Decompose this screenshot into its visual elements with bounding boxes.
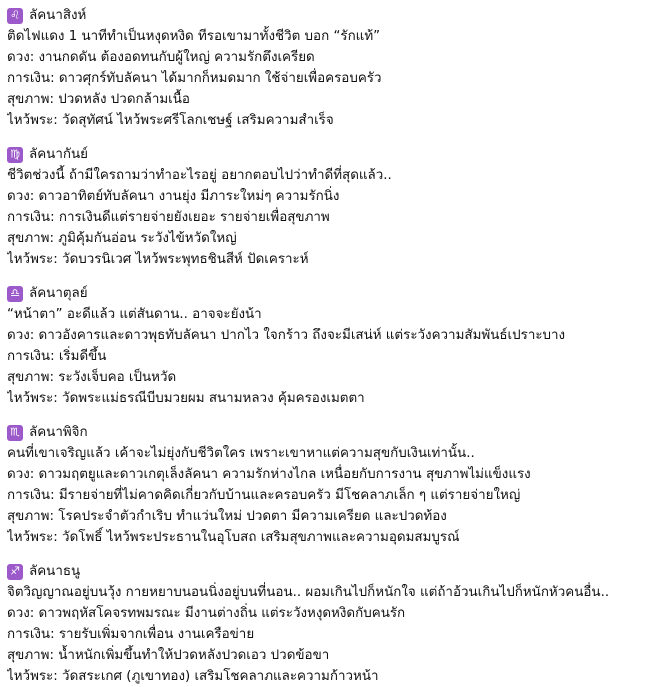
temple-line: ไหว้พระ: วัดโพธิ์ ไหว้พระประธานในอุโบสถ เสริมสุขภาพและความอุดมสมบูรณ์	[7, 530, 460, 545]
virgo-icon: ♍	[7, 147, 23, 163]
section-intro: คนที่เขาเจริญแล้ว เค้าจะไม่ยุ่งกับชีวิตใคร เพราะเขาหาแต่ความสุขกับเงินเท่านั้น..	[7, 446, 475, 461]
section-title: ลัคนากันย์	[29, 147, 88, 162]
libra-icon: ♎	[7, 286, 23, 302]
finance-line: การเงิน: การเงินดีแต่รายจ่ายยังเยอะ รายจ่ายเพื่อสุขภาพ	[7, 210, 330, 225]
section-title-row	[7, 422, 665, 443]
sagittarius-icon: ♐	[7, 564, 23, 580]
health-line: สุขภาพ: ภูมิคุ้มกันอ่อน ระวังไข้หวัดใหญ่	[7, 231, 237, 246]
section-intro: “หน้าตา” อะดีแล้ว แต่สันดาน.. อาจจะยังน้า	[7, 307, 262, 322]
section-virgo	[7, 144, 665, 270]
section-title: ลัคนาตุลย์	[29, 286, 88, 301]
section-scorpio	[7, 422, 665, 548]
health-line: สุขภาพ: ปวดหลัง ปวดกล้ามเนื้อ	[7, 92, 190, 107]
health-line: สุขภาพ: ระวังเจ็บคอ เป็นหวัด	[7, 370, 177, 385]
leo-icon: ♌	[7, 8, 23, 24]
health-line: สุขภาพ: โรคประจำตัวกำเริบ ทำแว่นใหม่ ปวดตา มีความเครียด และปวดท้อง	[7, 509, 447, 524]
section-intro: ชีวิตช่วงนี้ ถ้ามีใครถามว่าทำอะไรอยู่ อยากตอบไปว่าทำดีที่สุดแล้ว..	[7, 168, 392, 183]
section-sagittarius	[7, 561, 665, 687]
section-title-row	[7, 5, 665, 26]
section-title-row	[7, 561, 665, 582]
section-title-row	[7, 283, 665, 304]
section-libra	[7, 283, 665, 409]
section-title: ลัคนาธนู	[29, 564, 81, 579]
finance-line: การเงิน: รายรับเพิ่มจากเพื่อน งานเครือข่าย	[7, 627, 255, 642]
fortune-line: ดวง: ดาวพฤหัสโคจรทพมรณะ มีงานต่างถิ่น แต่ระวังหงุดหงิดกับคนรัก	[7, 606, 406, 621]
section-title-row	[7, 144, 665, 165]
finance-line: การเงิน: เริ่มดีขึ้น	[7, 349, 107, 364]
temple-line: ไหว้พระ: วัดพระแม่ธรณีบีบมวยผม สนามหลวง คุ้มครองเมตตา	[7, 391, 365, 406]
temple-line: ไหว้พระ: วัดสระเกศ (ภูเขาทอง) เสริมโชคลาภและความก้าวหน้า	[7, 669, 379, 684]
section-leo	[7, 5, 665, 131]
scorpio-icon: ♏	[7, 425, 23, 441]
fortune-line: ดวง: งานกดดัน ต้องอดทนกับผู้ใหญ่ ความรักตึงเครียด	[7, 50, 315, 65]
fortune-line: ดวง: ดาวมฤตยูและดาวเกตุเล็งลัคนา ความรักห่างไกล เหนื่อยกับการงาน สุขภาพไม่แข็งแรง	[7, 467, 531, 482]
section-intro: จิตวิญญาณอยู่บนวุ้ง กายหยาบนอนนิ่งอยู่บนที่นอน.. ผอมเกินไปก็หนักใจ แต่ถ้าอ้วนเกินไปก็หนักหัวคนอื่น..	[7, 585, 610, 600]
health-line: สุขภาพ: น้ำหนักเพิ่มขึ้นทำให้ปวดหลังปวดเอว ปวดข้อขา	[7, 648, 330, 663]
temple-line: ไหว้พระ: วัดบวรนิเวศ ไหว้พระพุทธชินสีห์ ปัดเคราะห์	[7, 252, 309, 267]
finance-line: การเงิน: มีรายจ่ายที่ไม่คาดคิดเกี่ยวกับบ้านและครอบครัว มีโชคลาภเล็ก ๆ แต่รายจ่ายใหญ่	[7, 488, 521, 503]
section-intro: ติดไฟแดง 1 นาทีทำเป็นหงุดหงิด ทีรอเขามาทั้งชีวิต บอก “รักแท้”	[7, 29, 381, 44]
fortune-line: ดวง: ดาวอังคารและดาวพุธทับลัคนา ปากไว ใจกร้าว ถึงจะมีเสน่ห์ แต่ระวังความสัมพันธ์เปราะบาง	[7, 328, 566, 343]
fortune-line: ดวง: ดาวอาทิตย์ทับลัคนา งานยุ่ง มีภาระใหม่ๆ ความรักนิ่ง	[7, 189, 340, 204]
section-title: ลัคนาสิงห์	[29, 8, 87, 23]
section-title: ลัคนาพิจิก	[29, 425, 88, 440]
finance-line: การเงิน: ดาวศุกร์ทับลัคนา ได้มากก็หมดมาก ใช้จ่ายเพื่อครอบครัว	[7, 71, 382, 86]
temple-line: ไหว้พระ: วัดสุทัศน์ ไหว้พระศรีโลกเชษฐ์ เสริมความสำเร็จ	[7, 113, 334, 128]
